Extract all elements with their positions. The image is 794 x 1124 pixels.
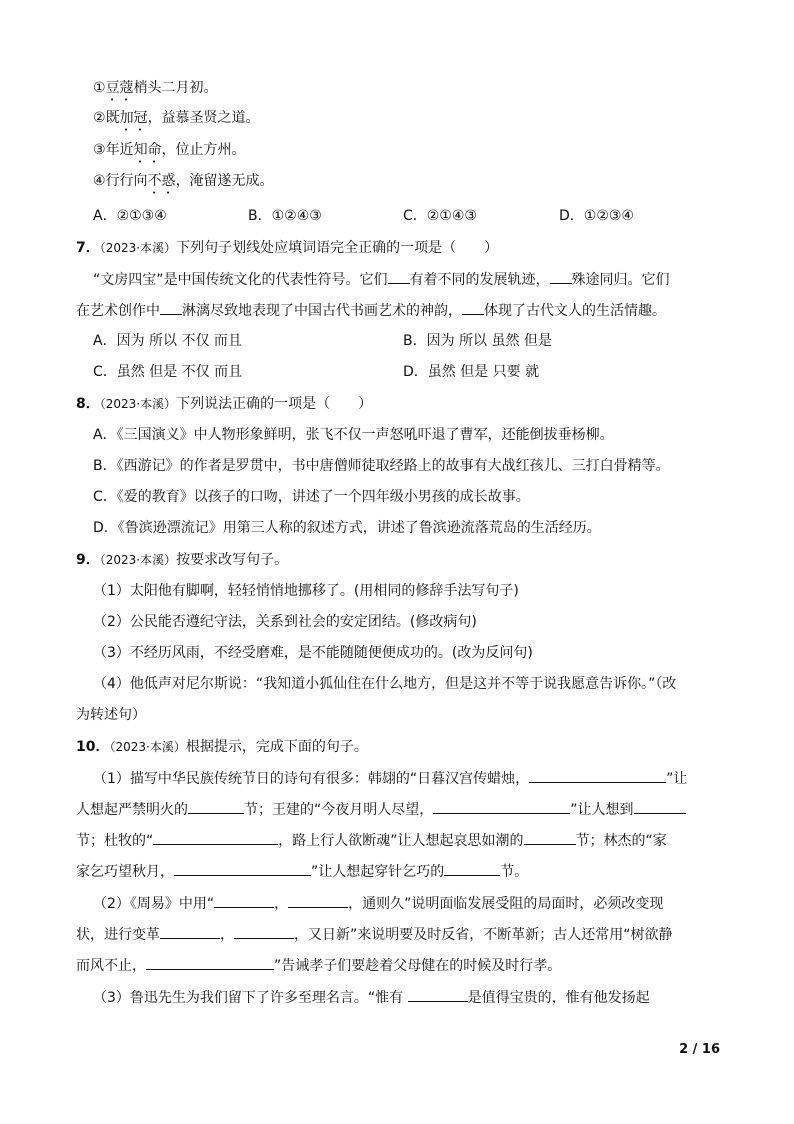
q10-line-7: 而风不止， ”告诫孝子们要趁着父母健在的时候及时行孝。 (76, 955, 724, 976)
q7-option-c[interactable]: C．虽然 但是 不仅 而且 (93, 364, 243, 380)
q10-line-8: （3）鲁迅先生为我们留下了许多至理名言。“惟有 是值得宝贵的，惟有他发扬起 (93, 987, 724, 1008)
q6-option-c[interactable]: C．②①④③ (403, 208, 477, 224)
page-number: 2 / 16 (679, 1042, 720, 1057)
q9-sub-2: （2）公民能否遵纪守法，关系到社会的安定团结。(修改病句) (93, 614, 477, 630)
q10-blank-13[interactable] (146, 955, 274, 970)
q10-blank-6[interactable] (524, 830, 576, 845)
q10-blank-9[interactable] (214, 893, 274, 908)
q7-passage-line-1: “文房四宝”是中国传统文化的代表性符号。它们 有着不同的发展轨迹， 殊途同归。它们 (93, 269, 724, 290)
q10-blank-12[interactable] (234, 924, 294, 939)
q7-passage-line-2: 在艺术创作中 淋漓尽致地表现了中国古代书画艺术的神韵， 体现了古代文人的生活情趣。 (76, 300, 724, 321)
q10-blank-8[interactable] (444, 861, 500, 876)
q8-stem: 8．（2023·本溪）下列说法正确的一项是（ ） (76, 396, 373, 412)
q10-line-2: 人想起严禁明火的 节；王建的“今夜月明人尽望， ”让人想到 (76, 799, 724, 820)
q8-option-b[interactable]: B．《西游记》的作者是罗贯中，书中唐僧师徒取经路上的故事有大战红孩儿、三打白骨精等。 (93, 458, 670, 474)
q9-stem: 9．（2023·本溪）按要求改写句子。 (76, 552, 289, 568)
q8-option-d[interactable]: D．《鲁滨逊漂流记》用第三人称的叙述方式，讲述了鲁滨逊流落荒岛的生活经历。 (93, 520, 601, 536)
q10-blank-11[interactable] (160, 924, 220, 939)
q7-option-b[interactable]: B．因为 所以 虽然 但是 (403, 333, 552, 349)
q9-sub-4: （4）他低声对尼尔斯说：“我知道小狐仙住在什么地方，但是这并不等于说我愿意告诉你。”（改 (93, 676, 677, 692)
q6-item-4: ④行行向不惑，淹留遂无成。 (93, 173, 274, 189)
q6-item-3: ③年近知命，位止方州。 (93, 142, 246, 158)
q6-option-b[interactable]: B．①②④③ (248, 208, 322, 224)
q10-line-5: （2）《周易》中用“ ， ，通则久”说明面临发展受阻的局面时，必须改变现 (93, 893, 724, 914)
q7-stem: 7．（2023·本溪）下列句子划线处应填词语完全正确的一项是（ ） (76, 240, 499, 256)
q10-line-4: 家乞巧望秋月， ”让人想起穿针乞巧的 节。 (76, 861, 724, 882)
q6-item-1: ①豆蔻梢头二月初。 (93, 80, 218, 96)
q7-option-d[interactable]: D．虽然 但是 只要 就 (403, 364, 540, 380)
q10-blank-3[interactable] (433, 799, 570, 814)
q10-blank-7[interactable] (174, 861, 311, 876)
q10-line-3: 节；杜牧的“ ，路上行人欲断魂”让人想起哀思如潮的 节；林杰的“家 (76, 830, 724, 851)
q7-option-a[interactable]: A．因为 所以 不仅 而且 (93, 333, 242, 349)
q10-stem: 10．（2023·本溪）根据提示，完成下面的句子。 (76, 739, 368, 755)
q7-blank-1[interactable] (388, 269, 410, 284)
q7-blank-2[interactable] (550, 269, 572, 284)
q7-blank-4[interactable] (462, 300, 484, 315)
q10-blank-1[interactable] (529, 768, 666, 783)
q10-blank-4[interactable] (634, 799, 686, 814)
q10-line-6: 状，进行变革 ， ，又日新”来说明要及时反省，不断革新；古人还常用“树欲静 (76, 924, 724, 945)
q6-option-d[interactable]: D．①②③④ (559, 208, 634, 224)
q6-item-2: ②既加冠，益慕圣贤之道。 (93, 110, 260, 126)
q9-sub-4-cont: 为转述句） (76, 707, 146, 723)
q6-option-a[interactable]: A．②①③④ (93, 208, 167, 224)
q8-option-a[interactable]: A．《三国演义》中人物形象鲜明，张飞不仅一声怒吼吓退了曹军，还能倒拔垂杨柳。 (93, 427, 614, 443)
q7-blank-3[interactable] (160, 300, 182, 315)
q10-line-1: （1）描写中华民族传统节日的诗句有很多：韩翃的“日暮汉宫传蜡烛， ”让 (93, 768, 724, 789)
q10-blank-2[interactable] (188, 799, 244, 814)
q10-blank-14[interactable] (408, 987, 468, 1002)
q9-sub-1: （1）太阳他有脚啊，轻轻悄悄地挪移了。(用相同的修辞手法写句子) (93, 583, 519, 599)
q10-blank-10[interactable] (288, 893, 348, 908)
q8-option-c[interactable]: C．《爱的教育》以孩子的口吻，讲述了一个四年级小男孩的成长故事。 (93, 489, 530, 505)
q9-sub-3: （3）不经历风雨，不经受磨难，是不能随随便便成功的。(改为反问句) (93, 645, 533, 661)
q10-blank-5[interactable] (153, 830, 278, 845)
